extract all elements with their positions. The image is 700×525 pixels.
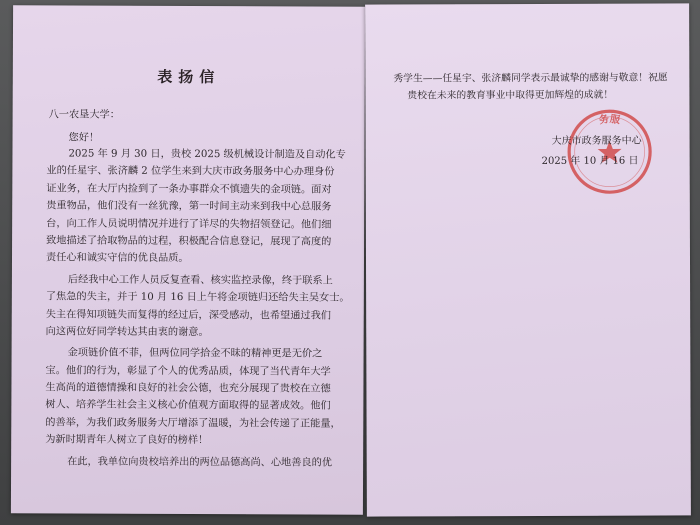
letter-line: 树人、培养学生社会主义核心价值观方面取得的显著成效。他们 <box>45 399 331 413</box>
letter-line: 了焦急的失主，并于 10 月 16 日上午将金项链归还给失主吴女士。 <box>45 291 350 304</box>
signature-date: 2025 年 10 月 16 日 <box>541 155 639 167</box>
letter-line: 金项链价值不菲，但两位同学拾金不昧的精神更是无价之 <box>67 347 323 360</box>
letter-page-1 <box>11 5 365 515</box>
signature-org: 大庆市政务服务中心 <box>551 135 642 147</box>
svg-text:务服 <box>598 112 622 127</box>
letter-page-2 <box>365 3 691 516</box>
letter-line: 为新时期青年人树立了良好的榜样！ <box>45 434 209 447</box>
letter-line: 贵校在未来的教育事业中取得更加辉煌的成就！ <box>407 89 614 102</box>
letter-line: 失主在得知项链失而复得的经过后，深受感动，也希望通过我们 <box>45 308 332 322</box>
letter-greeting: 您好！ <box>68 132 100 144</box>
letter-line: 秀学生——任星宇、张济麟同学表示最诚挚的感谢与敬意！祝愿 <box>393 72 668 85</box>
letter-line: 2025 年 9 月 30 日，贵校 2025 级机械设计制造及自动化专 <box>68 148 346 161</box>
letter-line: 宝。他们的行为，彰显了个人的优秀品质，体现了当代青年大学 <box>45 365 331 378</box>
letter-line: 责任心和诚实守信的优良品质。 <box>45 252 189 265</box>
signature-block <box>542 131 682 171</box>
letter-body <box>45 145 350 471</box>
letter-line: 台，向工作人员说明情况并进行了详尽的失物招领登记。他们细 <box>46 217 332 231</box>
seal-text: 务服 <box>598 113 621 127</box>
letter-line: 后经我中心工作人员反复查看、核实监控录像，终于联系上 <box>67 274 333 287</box>
letter-salutation: 八一农垦大学： <box>48 109 120 121</box>
letter-line: 生高尚的道德情操和良好的社会公德，也充分展现了贵校在立德 <box>45 382 331 395</box>
letter-line: 的善举，为我们政务服务大厅增添了温暖，为社会传递了正能量， <box>45 417 341 430</box>
letter-line: 向这两位好同学转达其由衷的谢意。 <box>45 326 209 338</box>
letter-line: 证业务，在大厅内捡到了一条办事群众不慎遗失的金项链。面对 <box>46 183 332 196</box>
letter-line: 在此，我单位向贵校培养出的两位品德高尚、心地善良的优 <box>67 456 333 469</box>
letter-line: 致地描述了拾取物品的过程，积极配合信息登记，展现了高度的 <box>46 235 332 248</box>
letter-line: 贵重物品，他们没有一丝犹豫，第一时间主动来到我中心总服务 <box>46 200 332 213</box>
letter-title: 表扬信 <box>157 67 221 87</box>
letter-line: 业的任星宇、张济麟 2 位学生来到大庆市政务服务中心办理身份 <box>46 165 335 179</box>
letter-continuation <box>393 69 683 104</box>
